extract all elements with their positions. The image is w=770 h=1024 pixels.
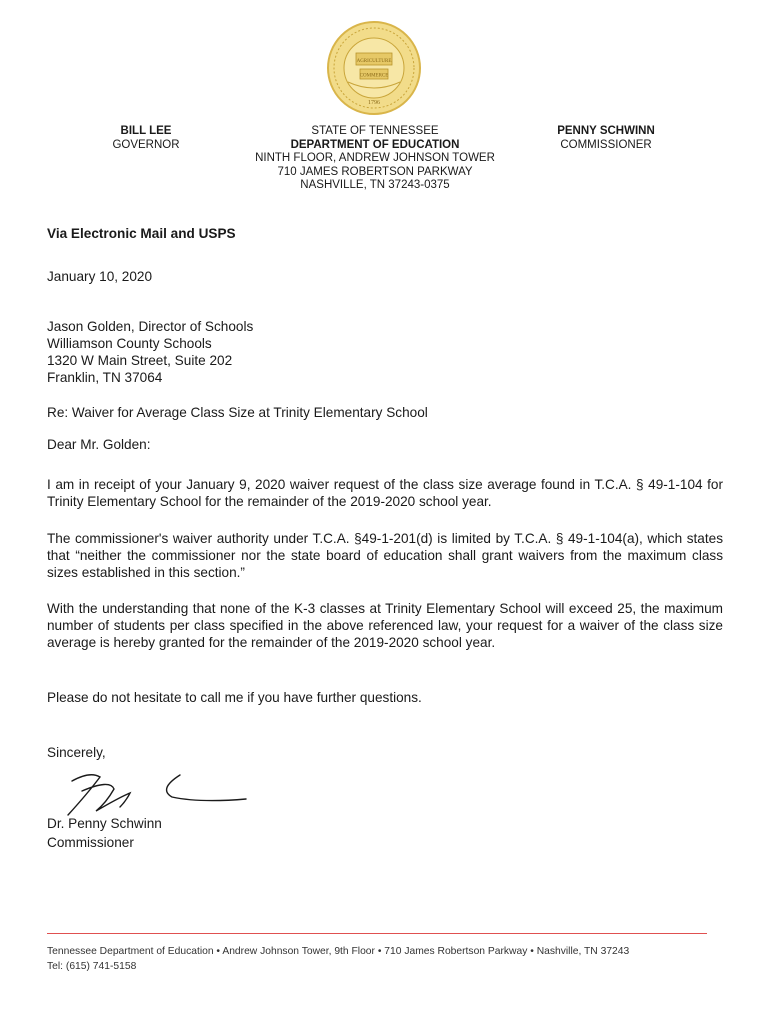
signer-title: Commissioner: [47, 835, 134, 850]
footer-divider: [47, 933, 707, 934]
commissioner-title: COMMISSIONER: [560, 138, 652, 151]
department-block: [235, 125, 515, 193]
department-name: DEPARTMENT OF EDUCATION: [290, 138, 460, 151]
department-address-2: 710 JAMES ROBERTSON PARKWAY: [277, 165, 473, 178]
governor-title: GOVERNOR: [112, 138, 180, 151]
governor-name: BILL LEE: [120, 125, 172, 137]
delivery-method: Via Electronic Mail and USPS: [47, 226, 236, 241]
recipient-line: Franklin, TN 37064: [47, 370, 163, 385]
salutation: Dear Mr. Golden:: [47, 437, 151, 452]
seal-commerce-text: COMMERCE: [359, 73, 389, 79]
paragraph: The commissioner's waiver authority under T.C.A. §49-1-201(d) is limited by T.C.A. § 49-1-104(a), which states that “neither the commissioner nor the state board of education shall grant waivers from the maximum class sizes established in this section.”: [47, 531, 723, 580]
paragraph: Please do not hesitate to call me if you have further questions.: [47, 690, 422, 705]
recipient-address: [47, 318, 253, 386]
governor-block: [100, 125, 192, 152]
recipient-line: 1320 W Main Street, Suite 202: [47, 353, 233, 368]
paragraph: I am in receipt of your January 9, 2020 waiver request of the class size average found in T.C.A. § 49-1-104 for Trinity Elementary School for the remainder of the 2019-2020 school year.: [47, 477, 723, 509]
signer-name: Dr. Penny Schwinn: [47, 816, 162, 831]
letter-date: January 10, 2020: [47, 269, 153, 284]
seal-year-text: 1796: [368, 100, 380, 106]
commissioner-block: [545, 125, 667, 152]
state-seal-logo: [326, 20, 422, 116]
commissioner-name: PENNY SCHWINN: [557, 125, 655, 137]
department-address-3: NASHVILLE, TN 37243-0375: [300, 179, 450, 191]
department-address-1: NINTH FLOOR, ANDREW JOHNSON TOWER: [255, 152, 495, 164]
footer-phone: Tel: (615) 741-5158: [47, 961, 137, 972]
footer-address: Tennessee Department of Education • Andrew Johnson Tower, 9th Floor • 710 James Robertson Parkway • Nashville, TN 37243: [47, 946, 630, 957]
handwritten-signature: [60, 763, 250, 823]
subject-line: Re: Waiver for Average Class Size at Trinity Elementary School: [47, 405, 428, 420]
footer: [47, 944, 629, 974]
recipient-line: Jason Golden, Director of Schools: [47, 319, 254, 334]
closing: Sincerely,: [47, 745, 106, 760]
seal-agriculture-text: AGRICULTURE: [356, 59, 392, 64]
paragraph: With the understanding that none of the K-3 classes at Trinity Elementary School will exceed 25, the maximum number of students per class specified in the above referenced law, your request for a waiver of the class size average is hereby granted for the remainder of the 2019-2020 school year.: [47, 601, 723, 650]
recipient-line: Williamson County Schools: [47, 336, 212, 351]
department-state: STATE OF TENNESSEE: [311, 125, 439, 137]
